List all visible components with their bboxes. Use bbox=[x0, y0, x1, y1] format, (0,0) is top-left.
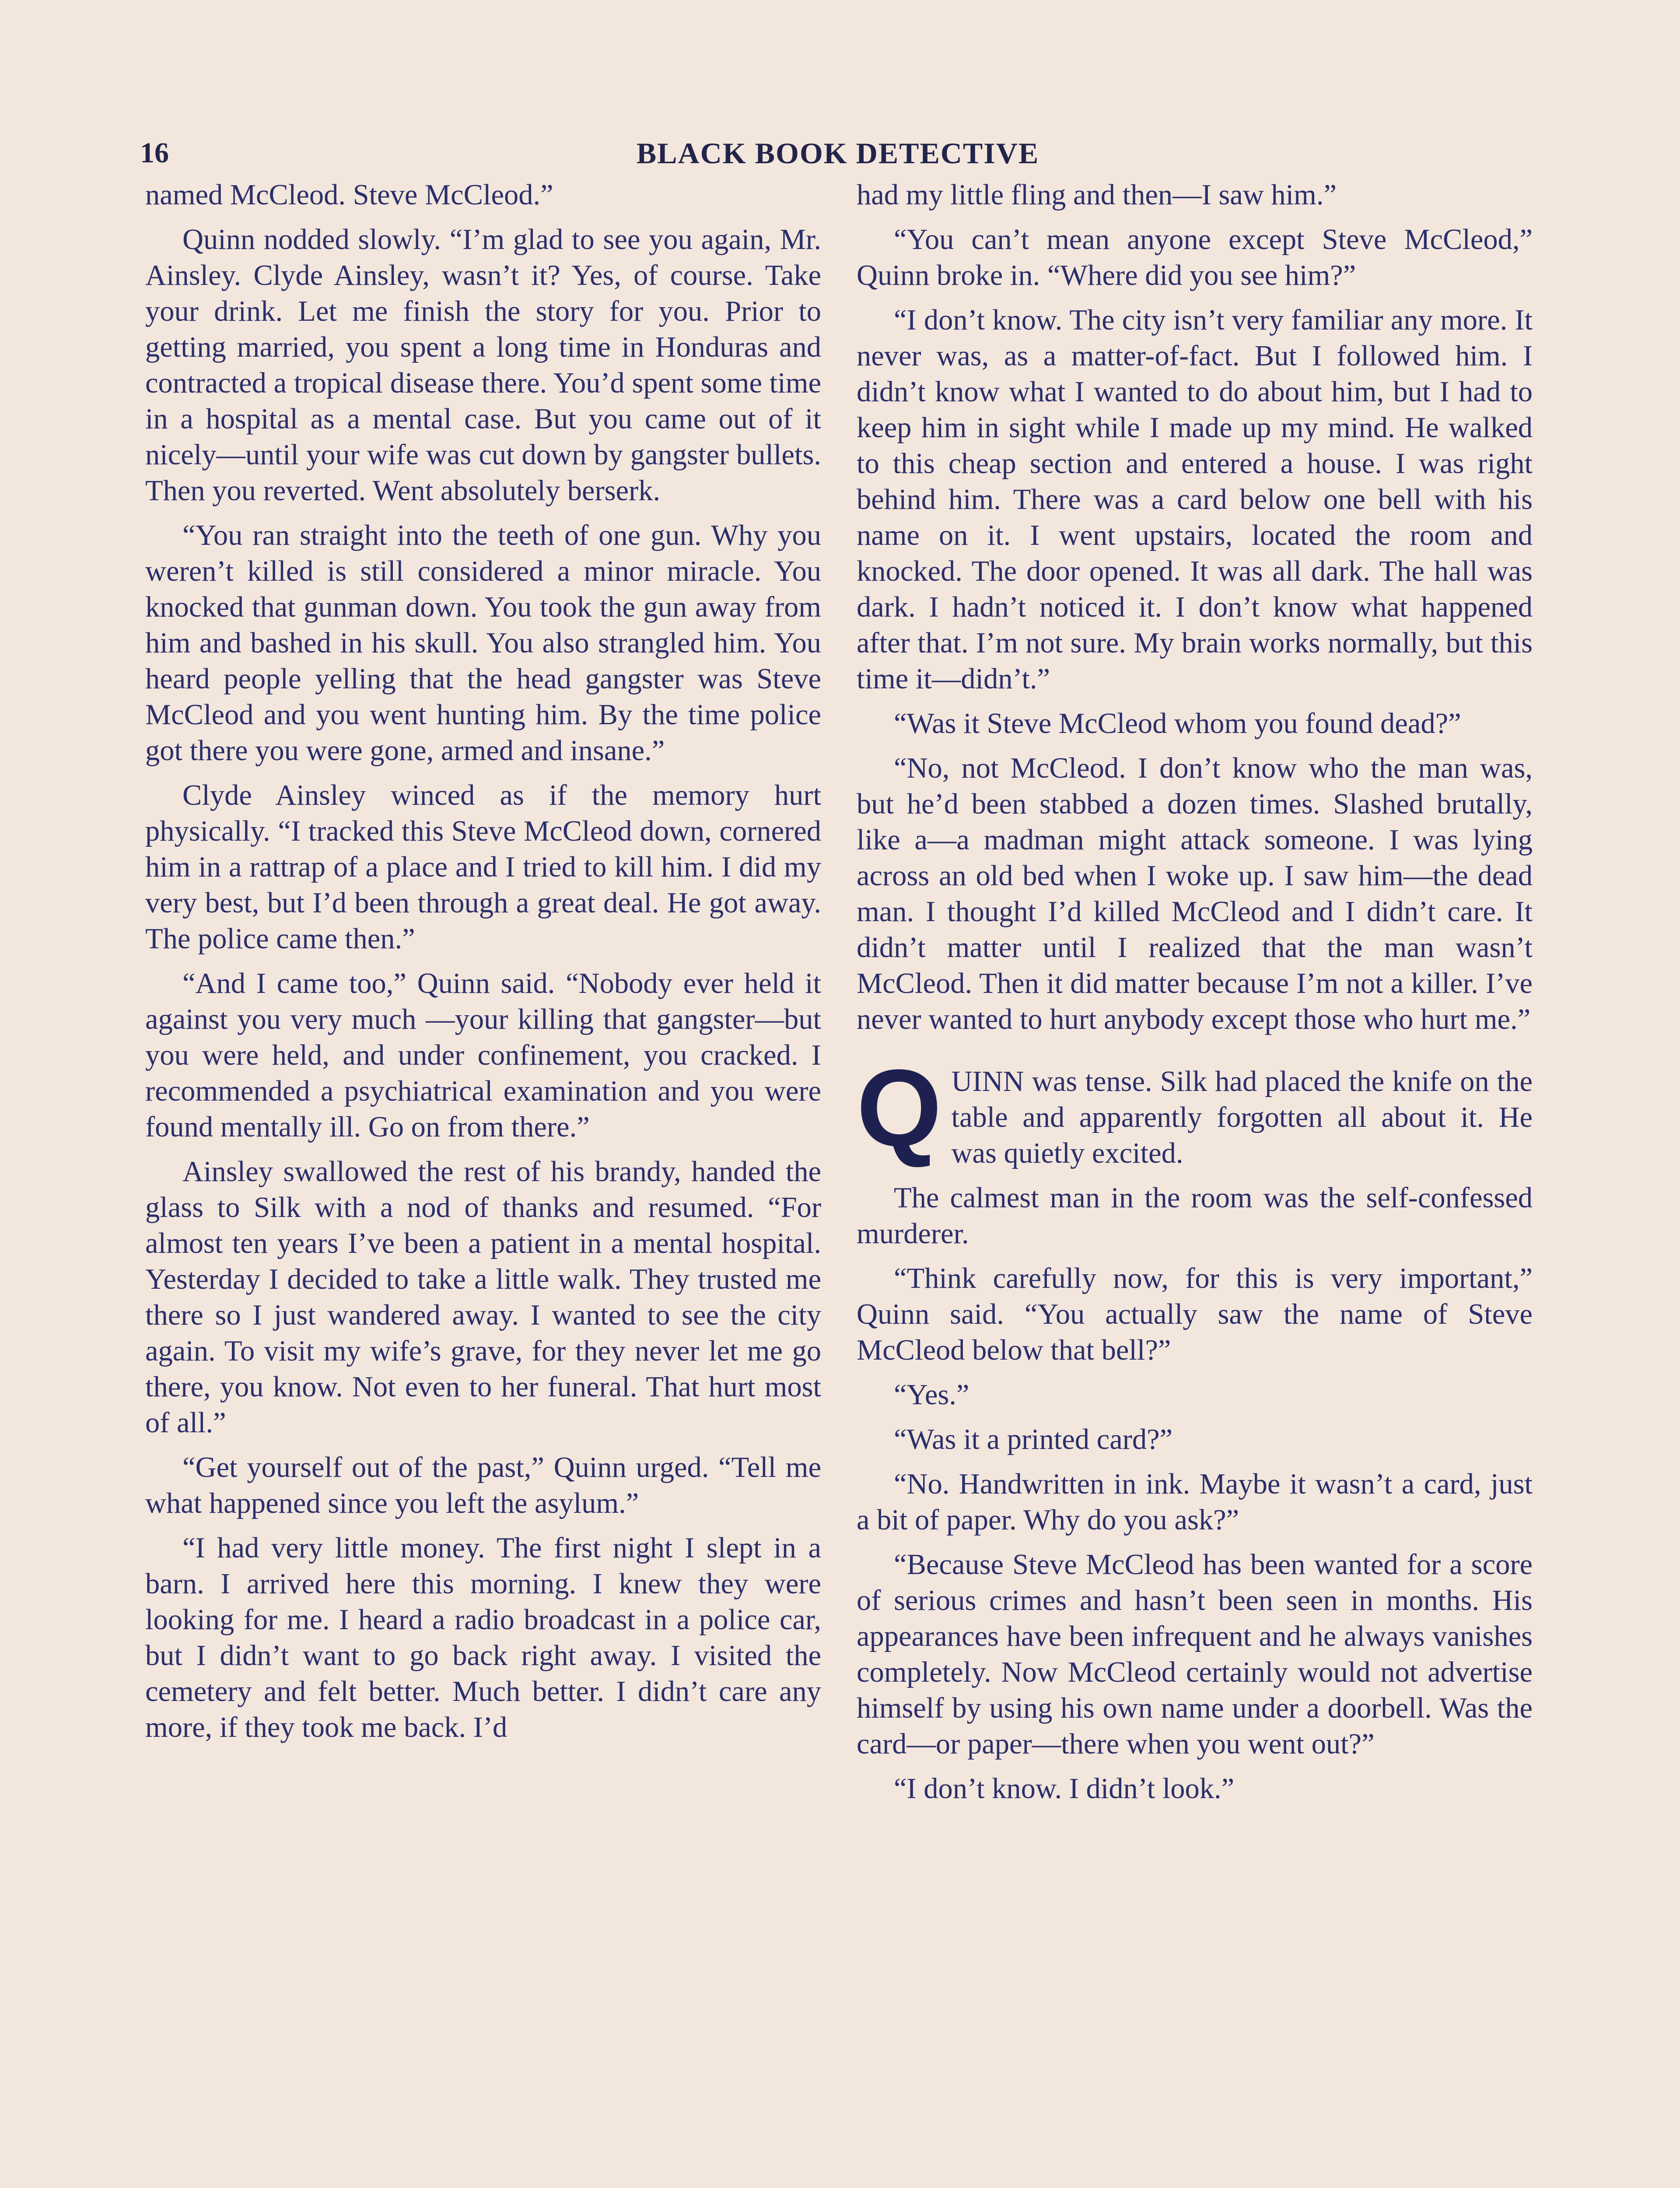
paragraph: “I don’t know. The city isn’t very familiar any more. It never was, as a matter-of-fact. But I followed him. I didn’t know what I wanted to do about him, but I had to keep him in sight while I made up my mind. He walked to this cheap section and entered a house. I was right behind him. There was a card below one bell with his name on it. I went upstairs, located the room and knocked. The door opened. It was all dark. The hall was dark. I hadn’t noticed it. I don’t know what happened after that. I’m not sure. My brain works normally, but this time it—didn’t.” bbox=[857, 304, 1533, 695]
page-header bbox=[140, 133, 1536, 177]
paragraph: Quinn nodded slowly. “I’m glad to see you again, Mr. Ainsley. Clyde Ainsley, wasn’t it? Yes, of course. Take your drink. Let me finish the story for you. Prior to getting married, you spent a long time in Honduras and contracted a tropical disease there. You’d spent some time in a hospital as a mental case. But you came out of it nicely—until your wife was cut down by gangster bullets. Then you reverted. Went absolutely berserk. bbox=[145, 224, 821, 507]
paragraph: “I don’t know. I didn’t look.” bbox=[894, 1773, 1235, 1805]
right-column-bottom bbox=[857, 1180, 1533, 1807]
paragraph: “Yes.” bbox=[894, 1379, 970, 1411]
page-number: 16 bbox=[140, 137, 169, 169]
paragraph: had my little fling and then—I saw him.” bbox=[857, 179, 1337, 211]
running-title: BLACK BOOK DETECTIVE bbox=[636, 137, 1040, 170]
right-column-top bbox=[857, 177, 1533, 1038]
paragraph: “And I came too,” Quinn said. “Nobody ever held it against you very much —your killing that gangster—but you were held, and under confinement, you cracked. I recommended a psychiatrical examination and you were found mentally ill. Go on from there.” bbox=[145, 968, 821, 1143]
paragraph: “Was it a printed card?” bbox=[894, 1424, 1173, 1455]
paragraph: “No, not McCleod. I don’t know who the man was, but he’d been stabbed a dozen times. Slashed brutally, like a—a madman might attack someone. I was lying across an old bed when I woke up. I saw him—the dead man. I thought I’d killed McCleod and I didn’t care. It didn’t matter until I realized that the man wasn’t McCleod. Then it did matter because I’m not a killer. I’ve never wanted to hurt anybody except those who hurt me.” bbox=[857, 752, 1533, 1035]
paragraph: “You can’t mean anyone except Steve McCleod,” Quinn broke in. “Where did you see him?” bbox=[857, 224, 1533, 291]
paragraph: “No. Handwritten in ink. Maybe it wasn’t a card, just a bit of paper. Why do you ask?” bbox=[857, 1468, 1533, 1536]
drop-cap-letter: Q bbox=[857, 1047, 942, 1169]
paragraph: “Think carefully now, for this is very important,” Quinn said. “You actually saw the name of Steve McCleod below that bell?” bbox=[857, 1262, 1533, 1366]
paragraph: Clyde Ainsley winced as if the memory hurt physically. “I tracked this Steve McCleod down, cornered him in a rattrap of a place and I tried to kill him. I did my very best, but I’d been through a great deal. He got away. The police came then.” bbox=[145, 779, 821, 955]
paragraph: “Was it Steve McCleod whom you found dead?” bbox=[894, 708, 1461, 740]
dropcap-paragraph-text: UINN was tense. Silk had placed the knife on the table and apparently forgotten all about it. He was quietly excited. bbox=[951, 1066, 1533, 1169]
paragraph: “You ran straight into the teeth of one gun. Why you weren’t killed is still considered a minor miracle. You knocked that gunman down. You took the gun away from him and bashed in his skull. You also strangled him. You heard people yelling that the head gangster was Steve McCleod and you went hunting him. By the time police got there you were gone, armed and insane.” bbox=[145, 519, 821, 767]
paragraph: Ainsley swallowed the rest of his brandy, handed the glass to Silk with a nod of thanks and resumed. “For almost ten years I’ve been a patient in a mental hospital. Yesterday I decided to take a little walk. They trusted me there so I just wandered away. I wanted to see the city again. To visit my wife’s grave, for they never let me go there, you know. Not even to her funeral. That hurt most of all.” bbox=[145, 1156, 821, 1439]
paragraph: “I had very little money. The first night I slept in a barn. I arrived here this morning. I knew they were looking for me. I heard a radio broadcast in a police car, but I didn’t want to go back right away. I visited the cemetery and felt better. Much better. I didn’t care any more, if they took me back. I’d bbox=[145, 1532, 821, 1743]
dropcap-paragraph bbox=[857, 1047, 1533, 1171]
paragraph: “Because Steve McCleod has been wanted for a score of serious crimes and hasn’t been seen in months. His appearances have been infrequent and he always vanishes completely. Now McCleod certainly would not advertise himself by using his own name under a doorbell. Was the card—or paper—there when you went out?” bbox=[857, 1549, 1533, 1760]
paragraph: “Get yourself out of the past,” Quinn urged. “Tell me what happened since you left the asylum.” bbox=[145, 1452, 821, 1519]
paragraph: The calmest man in the room was the self-confessed murderer. bbox=[857, 1182, 1533, 1250]
left-text-column bbox=[145, 177, 821, 1754]
paragraph: named McCleod. Steve McCleod.” bbox=[145, 179, 553, 211]
right-text-column bbox=[857, 177, 1533, 1816]
